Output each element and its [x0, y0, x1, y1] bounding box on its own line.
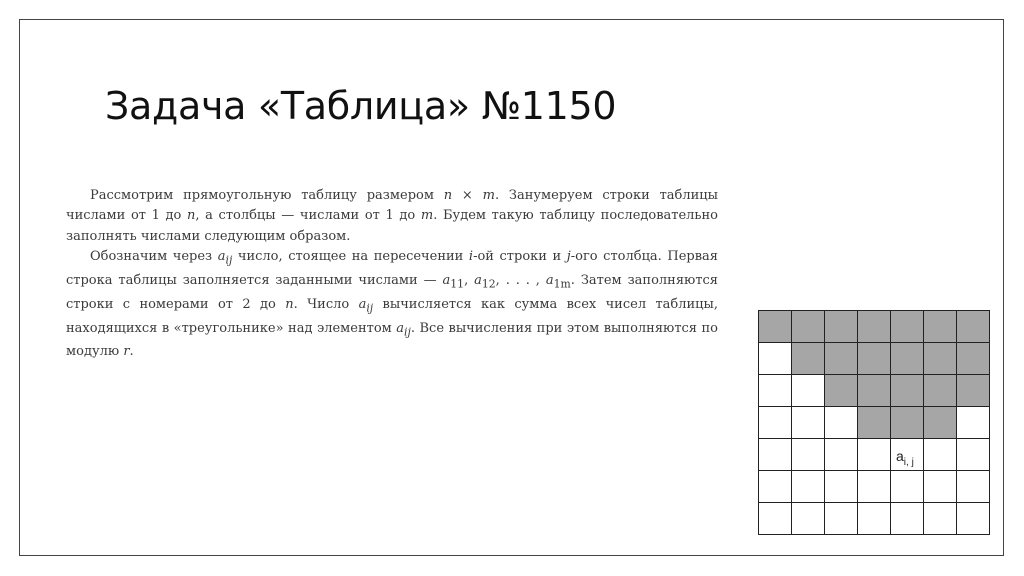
grid-cell	[858, 503, 891, 535]
grid-cell	[957, 471, 990, 503]
grid-cell	[924, 439, 957, 471]
grid-cell	[759, 439, 792, 471]
grid-cell-shaded	[858, 311, 891, 343]
text-segment: .	[129, 344, 134, 360]
grid-cell	[759, 375, 792, 407]
grid-cell	[825, 503, 858, 535]
grid-cell-shaded	[858, 343, 891, 375]
grid-cell	[792, 407, 825, 439]
grid-cell	[825, 471, 858, 503]
grid-cell-shaded	[891, 311, 924, 343]
grid-cell	[891, 439, 924, 471]
grid-cell	[924, 503, 957, 535]
grid-cell-shaded	[891, 343, 924, 375]
grid-cell-shaded	[924, 407, 957, 439]
grid-cell-shaded	[825, 311, 858, 343]
grid-cell	[792, 503, 825, 535]
math-a: a	[442, 272, 451, 288]
grid-row	[759, 343, 990, 375]
text-segment: , . . . ,	[495, 272, 546, 288]
grid-cell	[759, 343, 792, 375]
problem-paragraph-1	[66, 186, 718, 247]
grid-row	[759, 375, 990, 407]
math-subscript: ij	[225, 253, 233, 267]
text-segment: Обозначим через	[90, 248, 218, 264]
cell-label-subscript: i, j	[903, 456, 914, 468]
math-a: a	[474, 272, 482, 288]
grid-cell	[957, 407, 990, 439]
text-segment: . Будем такую таблицу последовательно заполнять числами следующим образом.	[66, 208, 718, 244]
grid-row	[759, 439, 990, 471]
math-i: i	[468, 248, 474, 264]
grid-cell	[825, 407, 858, 439]
text-segment: . Все вычисления при этом выполняются по модулю	[66, 320, 718, 360]
problem-paragraph-2	[66, 247, 718, 363]
grid-cell	[858, 471, 891, 503]
grid-cell	[792, 471, 825, 503]
grid-cell	[957, 503, 990, 535]
grid-cell-shaded	[924, 375, 957, 407]
grid-cell	[891, 503, 924, 535]
text-segment: -ой строки и	[473, 248, 567, 264]
grid-row	[759, 311, 990, 343]
grid-cell-shaded	[957, 375, 990, 407]
math-subscript: ij	[404, 325, 411, 339]
math-subscript: 12	[481, 277, 496, 291]
grid-cell	[858, 439, 891, 471]
math-a: a	[358, 296, 367, 312]
text-segment: вычисляется как сумма всех чисел таблицы, находящихся в «треугольнике» над элементом	[66, 296, 718, 336]
math-a: a	[545, 272, 554, 288]
grid-cell-shaded	[792, 311, 825, 343]
triangle-grid	[758, 310, 990, 535]
math-n: n	[285, 296, 294, 312]
text-segment: Рассмотрим прямоугольную таблицу размером	[90, 188, 444, 203]
grid-row	[759, 407, 990, 439]
grid-cell-shaded	[858, 407, 891, 439]
slide-title: Задача «Таблица» №1150	[105, 84, 617, 128]
grid-cell	[924, 471, 957, 503]
math-subscript: 11	[450, 277, 465, 291]
grid-cell	[759, 471, 792, 503]
grid-cell-shaded	[957, 311, 990, 343]
grid-cell-shaded	[924, 311, 957, 343]
grid-cell	[792, 375, 825, 407]
grid-cell	[825, 439, 858, 471]
grid-cell-shaded	[825, 375, 858, 407]
grid-cell-shaded	[891, 407, 924, 439]
cell-label-a-ij	[896, 448, 914, 468]
text-segment: , а столбцы — числами от 1 до	[195, 208, 421, 224]
text-segment: ,	[464, 272, 475, 288]
math-subscript: 1m	[553, 277, 571, 291]
grid-cell-shaded	[924, 343, 957, 375]
math-r: r	[123, 344, 130, 360]
grid-cell-shaded	[858, 375, 891, 407]
grid-row	[759, 471, 990, 503]
grid-cell-shaded	[891, 375, 924, 407]
text-segment: . Затем заполняются строки с номерами от 2 до	[66, 272, 719, 312]
grid-cell	[891, 471, 924, 503]
grid-cell-shaded	[957, 343, 990, 375]
text-segment: . Число	[293, 296, 359, 312]
text-segment: . Занумеруем строки таблицы числами от 1 до	[66, 188, 718, 224]
grid-cell-shaded	[759, 311, 792, 343]
grid-cell	[759, 407, 792, 439]
grid-row	[759, 503, 990, 535]
grid-cell	[792, 439, 825, 471]
problem-statement	[66, 186, 718, 363]
math-n: n	[187, 208, 196, 224]
math-a: a	[217, 248, 226, 264]
cell-label-main: a	[896, 448, 904, 464]
math-m: m	[420, 208, 434, 224]
math-subscript: ij	[366, 301, 374, 315]
math-a: a	[396, 320, 405, 336]
math-j: j	[566, 248, 571, 264]
math-n-times-m: n × m	[443, 188, 495, 203]
grid-cell	[759, 503, 792, 535]
grid-cell-shaded	[825, 343, 858, 375]
grid-cell-shaded	[792, 343, 825, 375]
grid-cell	[957, 439, 990, 471]
text-segment: -ого столбца. Первая строка таблицы заполняется заданными числами —	[66, 248, 718, 288]
text-segment: число, стоящее на пересечении	[232, 248, 469, 264]
